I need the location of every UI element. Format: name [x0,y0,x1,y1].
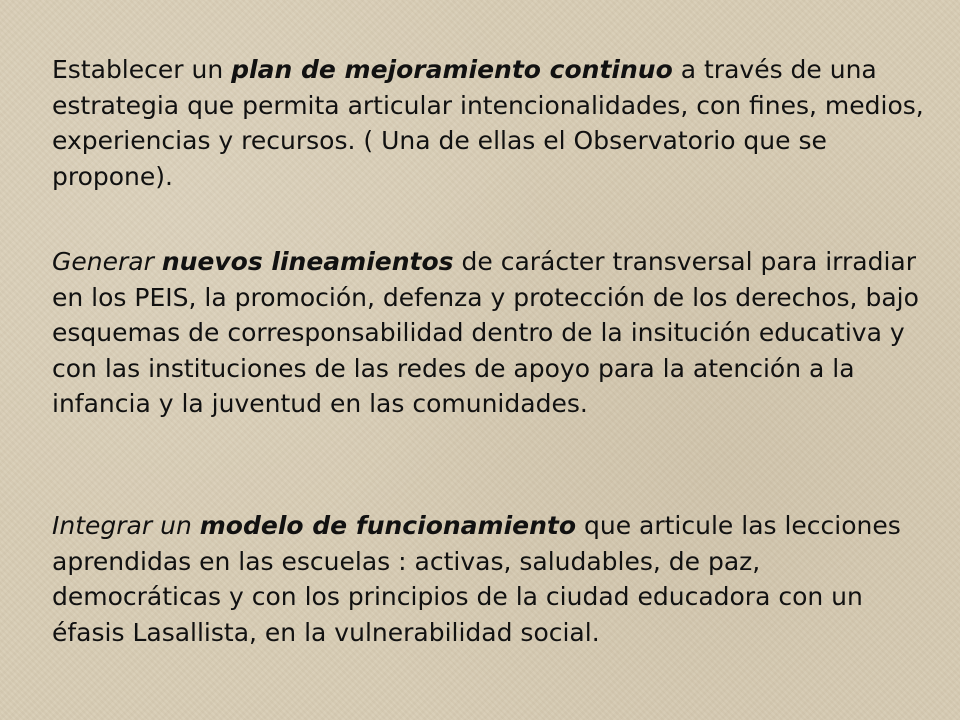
paragraph-text [52,508,932,650]
emphasis-modelo-de-funcionamiento: modelo de funcionamiento [199,511,577,540]
emphasis-plan-de-mejoramiento: plan de mejoramiento continuo [231,55,673,84]
paragraph-lead-text: Establecer un [52,55,232,84]
lead-verb-generar: Generar [52,247,154,276]
paragraph-nuevos-lineamientos [52,244,932,422]
paragraph-body-text: a través de una estrategia que permita articular intencionalidades, con fines, medios, experiencias y recursos. ( Una de ellas el Observatorio que se propone). [52,55,924,191]
paragraph-text [52,52,932,194]
paragraph-body-text: de carácter transversal para irradiar en los PEIS, la promoción, defenza y protección de los derechos, bajo esquemas de corresponsabilidad dentro de la insitución educativa y con las instituciones de las redes de apoyo para la atención a la infancia y la juventud en las comunidades. [52,247,919,418]
paragraph-body-text: que articule las lecciones aprendidas en las escuelas : activas, saludables, de paz, democráticas y con los principios de la ciudad educadora con un éfasis Lasallista, en la vulnerabilidad social. [52,511,901,647]
emphasis-nuevos-lineamientos: nuevos lineamientos [161,247,454,276]
paragraph-plan-mejoramiento [52,52,932,194]
lead-verb-integrar: Integrar un [52,511,192,540]
paragraph-modelo-funcionamiento [52,508,932,650]
paragraph-text [52,244,932,422]
